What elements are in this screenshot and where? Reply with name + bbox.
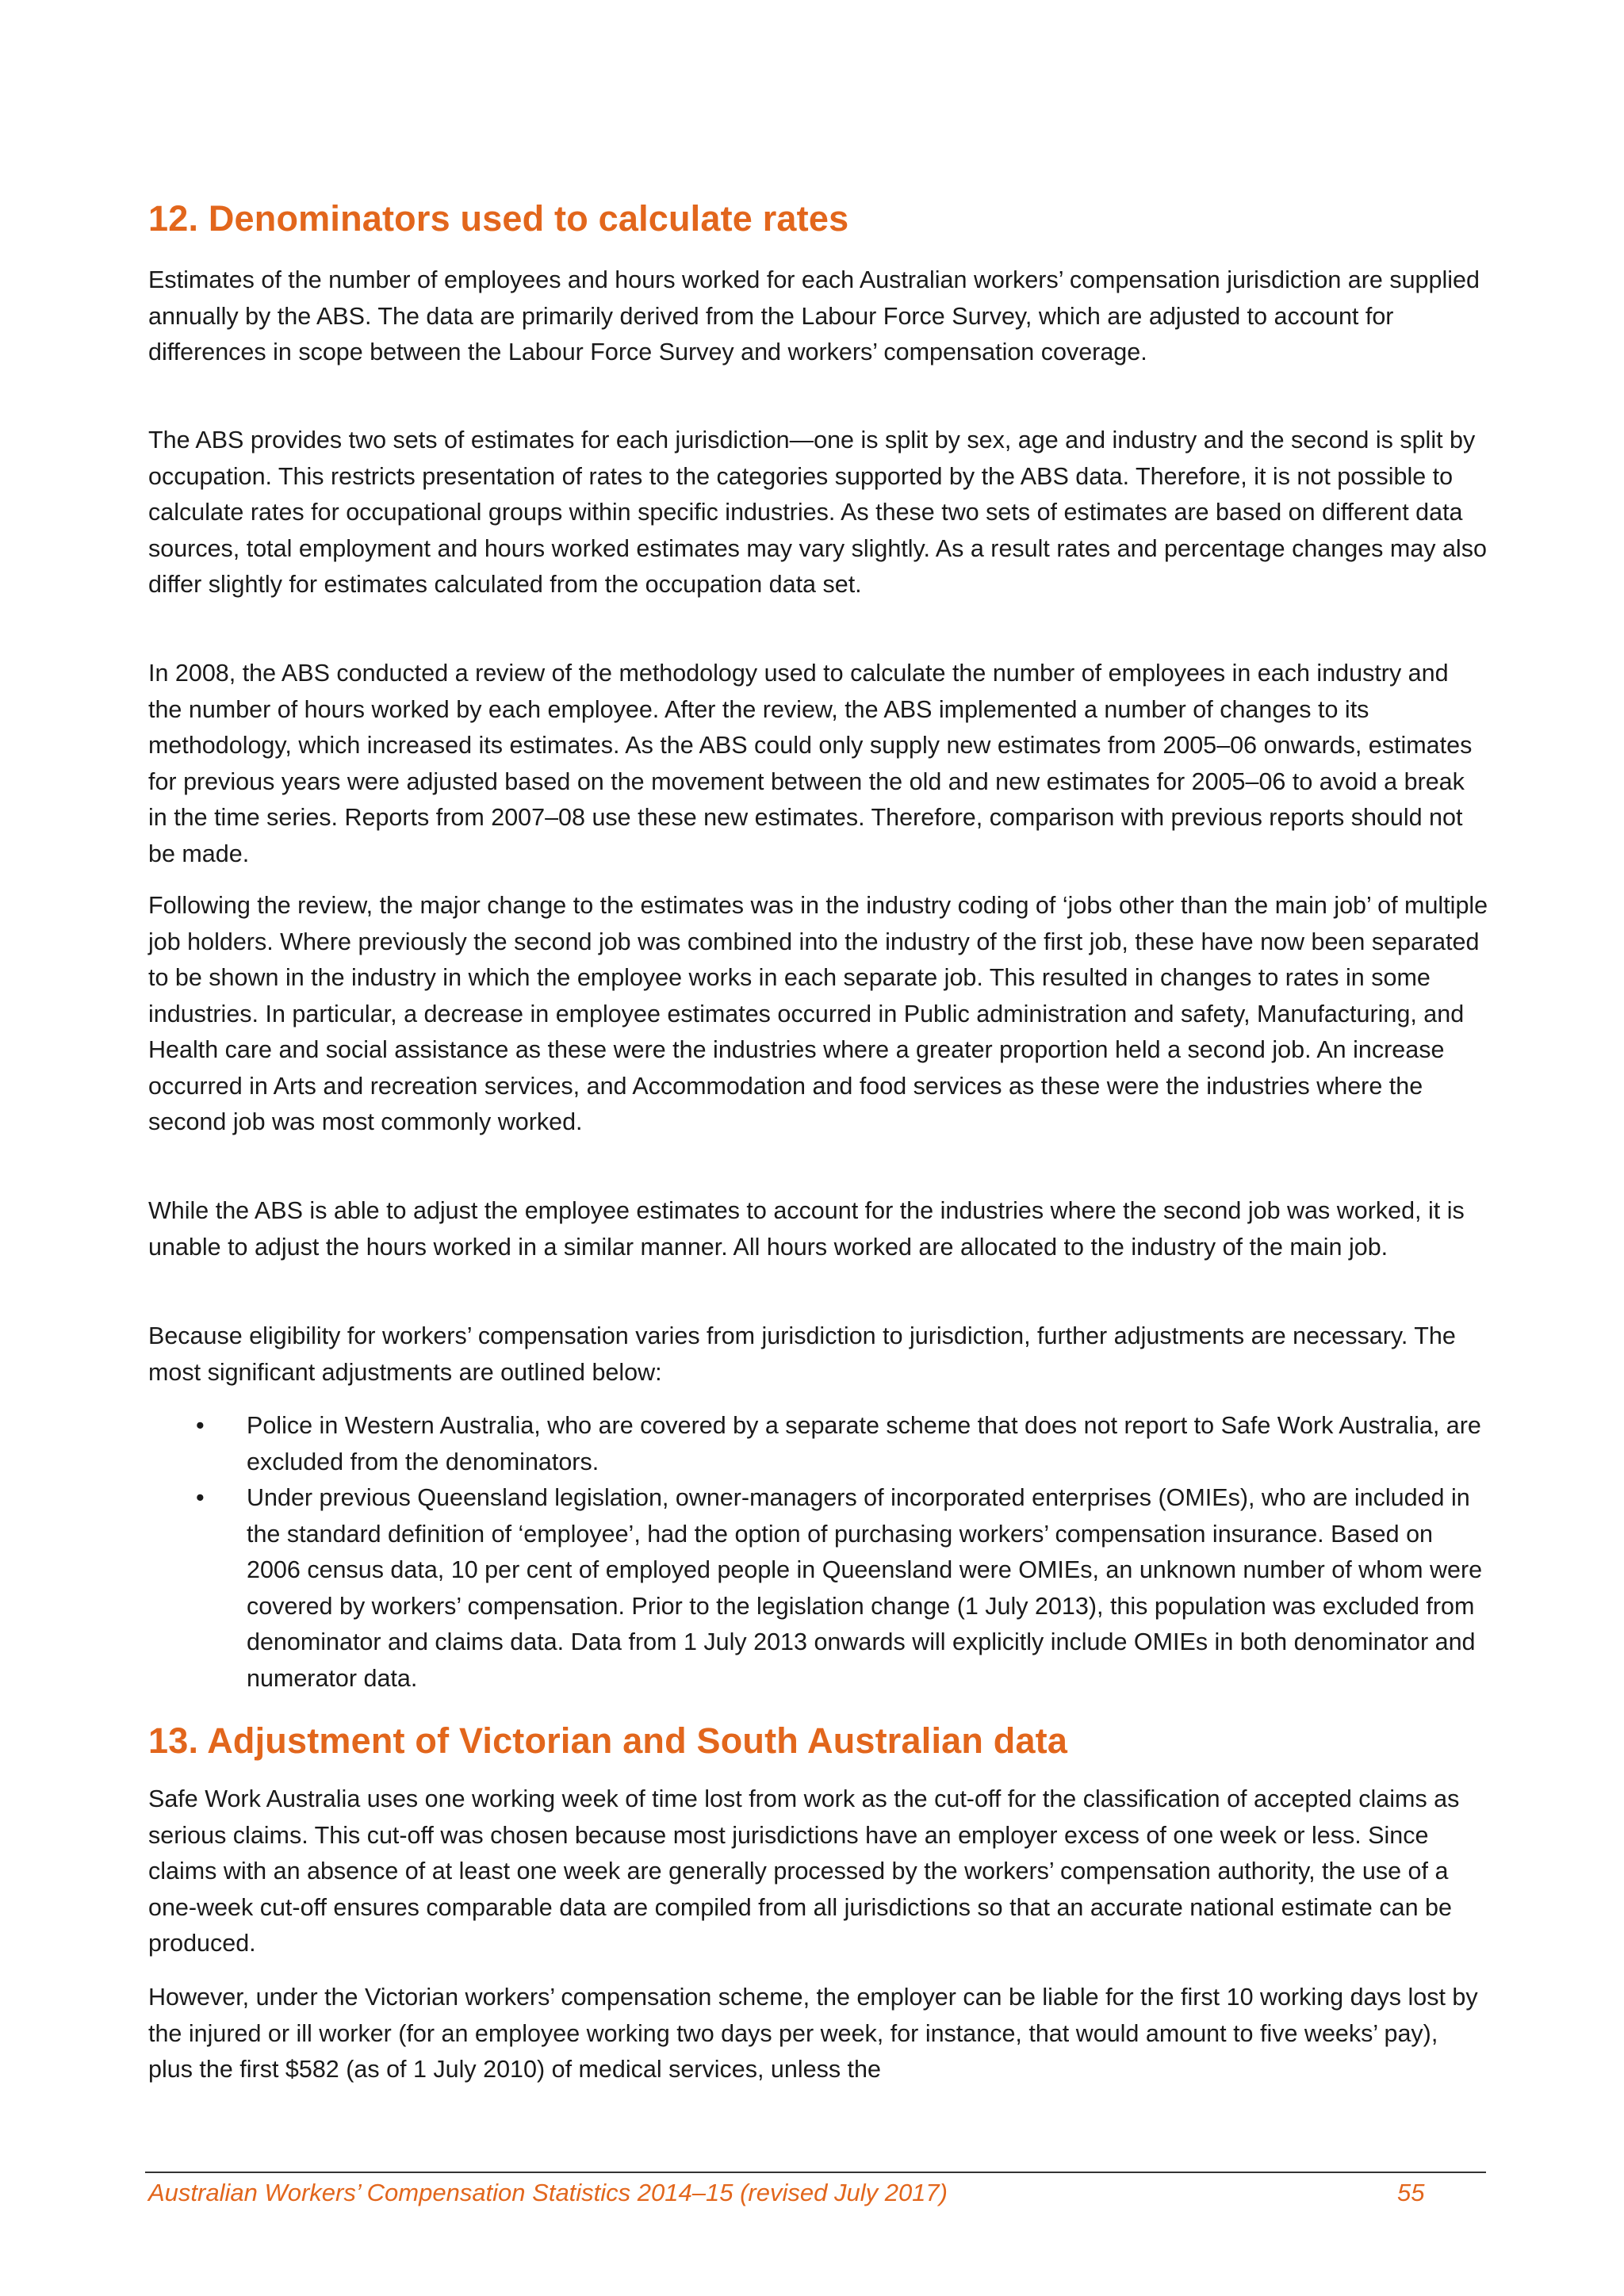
section-13-heading: 13. Adjustment of Victorian and South Australian data	[148, 1720, 1068, 1761]
list-item	[148, 1480, 1488, 1697]
page-number: 55	[1397, 2179, 1425, 2206]
section-12-heading: 12. Denominators used to calculate rates	[148, 198, 849, 239]
section-12-paragraph-1	[148, 262, 1488, 371]
paragraph-text: Safe Work Australia uses one working week of time lost from work as the cut-off for the classification of accepted claims as serious claims. This cut-off was chosen because most jurisdictions have an employer excess of one week or less. Since claims with an absence of at least one week are generally processed by the workers’ compensation authority, the use of a one-week cut-off ensures comparable data are compiled from all jurisdictions so that an accurate national estimate can be produced.	[148, 1785, 1460, 1957]
list-item-text: Under previous Queensland legislation, owner-managers of incorporated enterprises (OMIEs), who are included in the standard definition of ‘employee’, had the option of purchasing workers’ compensation insurance. Based on 2006 census data, 10 per cent of employed people in Queensland were OMIEs, an unknown number of whom were covered by workers’ compensation. Prior to the legislation change (1 July 2013), this population was excluded from denominator and claims data. Data from 1 July 2013 onwards will explicitly include OMIEs in both denominator and numerator data.	[247, 1484, 1483, 1692]
paragraph-text: Estimates of the number of employees and hours worked for each Australian workers’ compensation jurisdiction are supplied annually by the ABS. The data are primarily derived from the Labour Force Survey, which are adjusted to account for differences in scope between the Labour Force Survey and workers’ compensation coverage.	[148, 266, 1480, 365]
section-13-paragraph-2	[148, 1980, 1488, 2088]
adjustments-list	[148, 1408, 1488, 1697]
bullet-icon: •	[196, 1412, 205, 1439]
paragraph-text: The ABS provides two sets of estimates for each jurisdiction—one is split by sex, age and industry and the second is split by occupation. This restricts presentation of rates to the categories supported by the ABS data. Therefore, it is not possible to calculate rates for occupational groups within specific industries. As these two sets of estimates are based on different data sources, total employment and hours worked estimates may vary slightly. As a result rates and percentage changes may also differ slightly for estimates calculated from the occupation data set.	[148, 427, 1487, 598]
section-12-paragraph-3	[148, 656, 1488, 872]
section-13-paragraph-1	[148, 1781, 1488, 1962]
paragraph-text: Following the review, the major change to the estimates was in the industry coding of ‘jobs other than the main job’ of multiple job holders. Where previously the second job was combined into the industry of the first job, these have now been separated to be shown in the industry in which the employee works in each separate job. This resulted in changes to rates in some industries. In particular, a decrease in employee estimates occurred in Public administration and safety, Manufacturing, and Health care and social assistance as these were the industries where a greater proportion held a second job. An increase occurred in Arts and recreation services, and Accommodation and food services as these were the industries where the second job was most commonly worked.	[148, 892, 1488, 1135]
footer-title: Australian Workers’ Compensation Statistics 2014–15 (revised July 2017)	[148, 2179, 948, 2206]
list-item-text: Police in Western Australia, who are covered by a separate scheme that does not report to Safe Work Australia, are excluded from the denominators.	[247, 1412, 1481, 1475]
footer-divider	[145, 2172, 1486, 2173]
paragraph-text: Because eligibility for workers’ compensation varies from jurisdiction to jurisdiction, further adjustments are necessary. The most significant adjustments are outlined below:	[148, 1322, 1456, 1386]
section-12-paragraph-2	[148, 423, 1488, 603]
paragraph-text: While the ABS is able to adjust the employee estimates to account for the industries where the second job was worked, it is unable to adjust the hours worked in a similar manner. All hours worked are allocated to the industry of the main job.	[148, 1197, 1465, 1261]
bullet-icon: •	[196, 1484, 205, 1511]
paragraph-text: In 2008, the ABS conducted a review of the methodology used to calculate the number of employees in each industry and the number of hours worked by each employee. After the review, the ABS implemented a number of changes to its methodology, which increased its estimates. As the ABS could only supply new estimates from 2005–06 onwards, estimates for previous years were adjusted based on the movement between the old and new estimates for 2005–06 to avoid a break in the time series. Reports from 2007–08 use these new estimates. Therefore, comparison with previous reports should not be made.	[148, 660, 1473, 867]
section-12-paragraph-5	[148, 1193, 1488, 1265]
document-page	[148, 0, 1488, 2296]
list-item	[148, 1408, 1488, 1480]
paragraph-text: However, under the Victorian workers’ compensation scheme, the employer can be liable for the first 10 working days lost by the injured or ill worker (for an employee working two days per week, for instance, that would amount to five weeks’ pay), plus the first $582 (as of 1 July 2010) of medical services, unless the	[148, 1984, 1478, 2083]
section-12-paragraph-6	[148, 1318, 1488, 1391]
section-12-paragraph-4	[148, 888, 1488, 1141]
